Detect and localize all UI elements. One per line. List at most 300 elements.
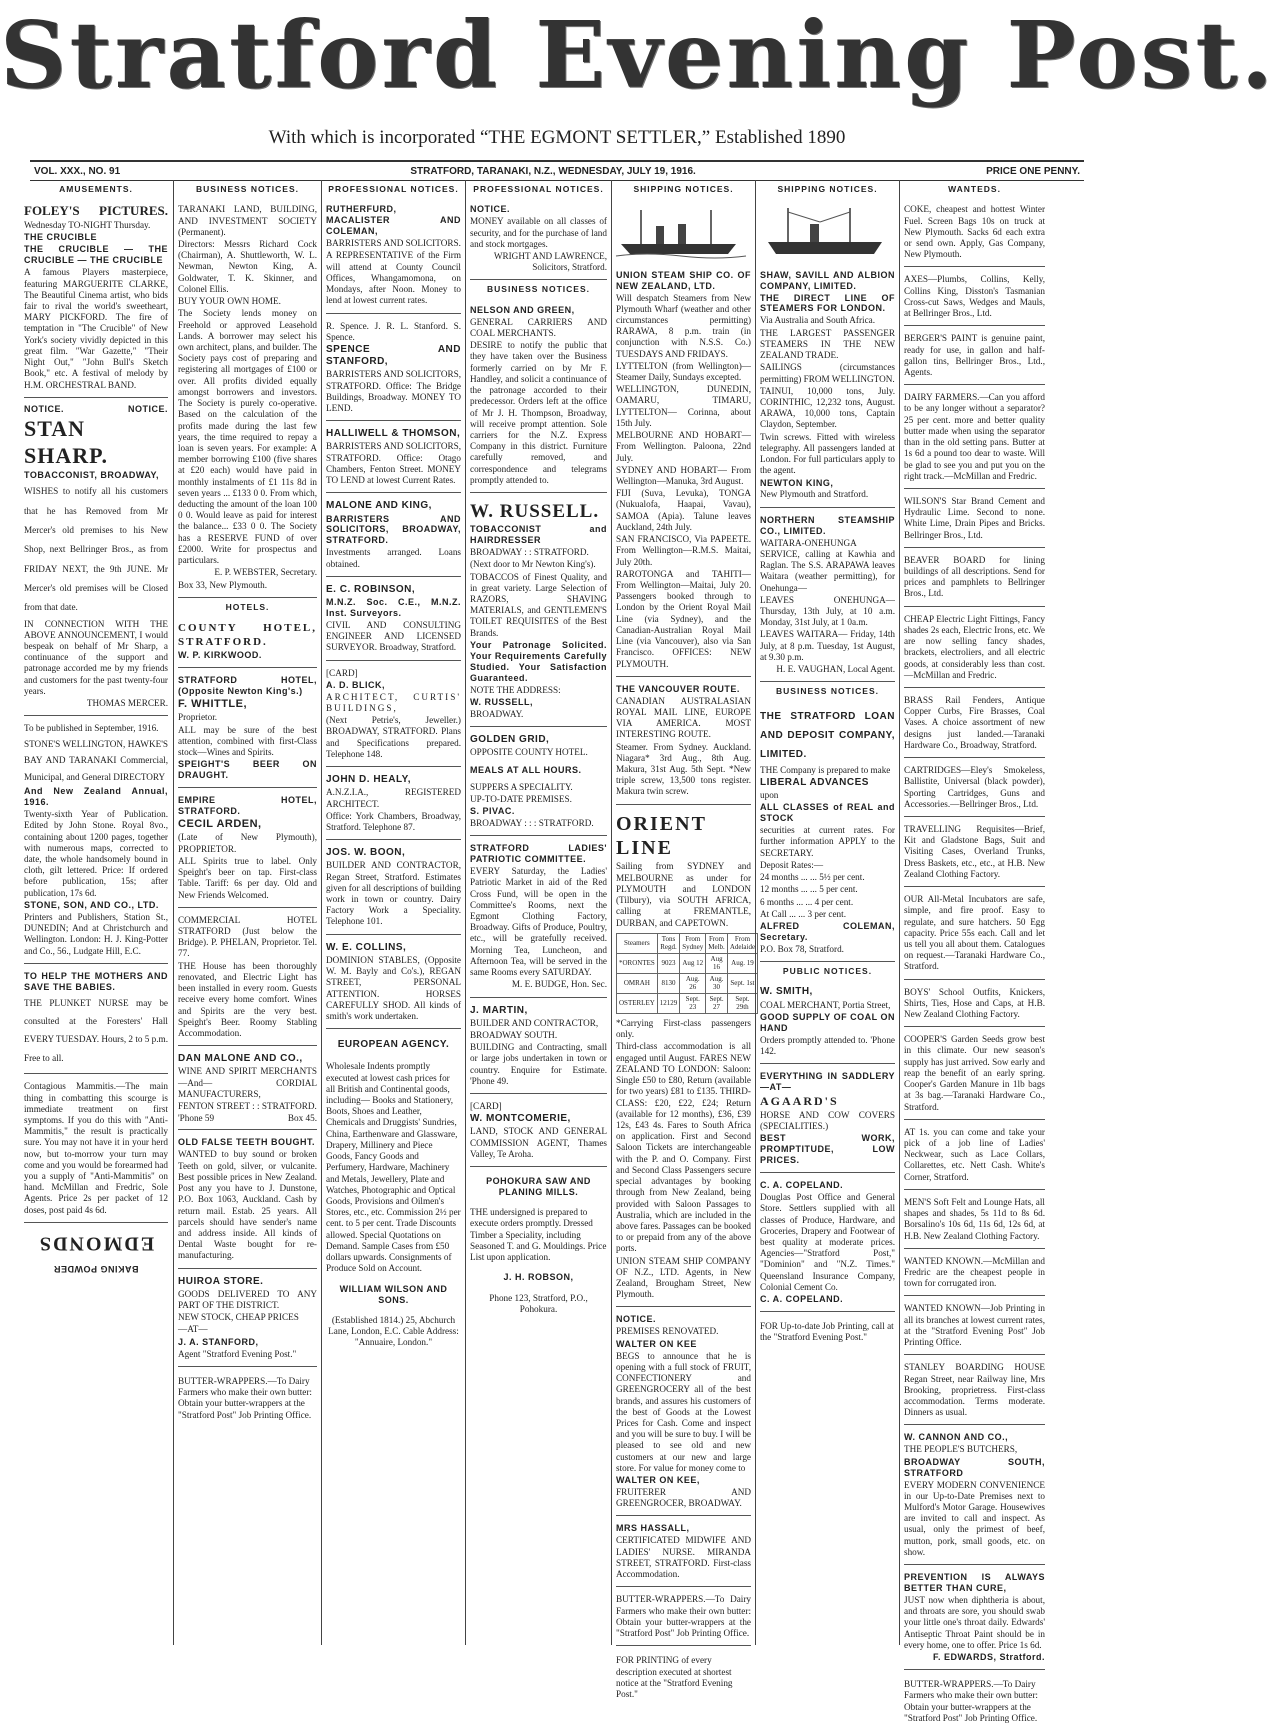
onehunga: LEAVES ONEHUNGA— Thursday, 13th July, at 10 a.m. Monday, 31st July, at 1 0a.m. — [760, 594, 895, 628]
european: EUROPEAN AGENCY. — [337, 1039, 450, 1051]
cannon-addr: BROADWAY SOUTH, STRATFORD — [904, 1456, 1045, 1478]
malone: DAN MALONE AND CO., — [178, 1053, 303, 1065]
russell: W. RUSSELL. — [470, 501, 600, 523]
ad-false-teeth — [178, 1133, 317, 1268]
ad-walter-on-kee — [616, 1310, 751, 1516]
spence-names: R. Spence. J. R. L. Stanford. S. Spence. — [326, 320, 461, 342]
notice: NOTICE. — [616, 1314, 657, 1325]
ad-foleys-pictures — [24, 200, 168, 397]
huiroa-new: NEW STOCK, CHEAP PRICES — [178, 1312, 299, 1323]
card-label: [CARD] — [470, 1101, 502, 1112]
ad-russell — [470, 496, 607, 727]
steamship-icon — [616, 204, 746, 258]
kirkwood: W. P. KIRKWOOD. — [178, 649, 262, 660]
vancouver: THE VANCOUVER ROUTE. — [616, 683, 740, 694]
rutherfurd-sub: BARRISTERS AND SOLICITORS. — [326, 238, 461, 249]
table-cell: Sept. 1st — [727, 973, 757, 993]
column-business-notices — [173, 180, 321, 1645]
ad-nelson-green — [470, 301, 607, 493]
wanted-item — [904, 761, 1045, 817]
ad-rutherfurd — [326, 200, 461, 313]
ad-empire-hotel — [178, 791, 317, 908]
ad-pohokura — [470, 1176, 607, 1315]
ad-w-smith — [760, 982, 895, 1064]
own-body: The Society lends money on Freehold or approved Leasehold Lands. A borrower may select his own architect, plans, and builder. The Society pays cost of preparing and registering all mortgages of £100 or over. All profits divided equally amongst borrowers and investors. The Society is purely co-operative. Based on the calculation of the profits made during the last few years, the time required to repay a loan is seven years. For example: A member borrowing £100 (five shares at £20 each) would have paid in monthly instalments of £1 11s 8d in seven years ... £133 0 0. From which, deducting the amount of the loan 100 0 0. Would leave as paid for interest the balance... £33 0 0. The Society has a RESERVE FUND of over £2000. Write for prospectus and particulars. — [178, 308, 317, 566]
edwards: F. EDWARDS, Stratford. — [932, 1652, 1045, 1663]
cannon: W. CANNON AND CO., — [904, 1432, 1009, 1443]
column-professional-notices-2 — [465, 180, 611, 1645]
stratford-hotel: STRATFORD HOTEL, (Opposite Newton King's.) — [178, 674, 317, 696]
prevention-body: JUST now when diphtheria is about, and throats are sore, you should swab your little one's throat daily. Edwards' Antiseptic Throat Paint should be in every home, one to offer. Price 1s 6d. — [904, 1594, 1045, 1650]
column-heading: WANTEDS. — [948, 184, 1001, 194]
table-cell: Sept. 23 — [680, 993, 706, 1013]
mercer-body: IN CONNECTION WITH THE ABOVE ANNOUNCEMENT, I would bespeak on behalf of Mr Sharp, a continuance of the support and patronage accorded me by my friends and customers for the past twenty-four years. — [24, 618, 168, 696]
golden-sub: OPPOSITE COUNTY HOTEL. — [470, 747, 588, 758]
kee-body: BEGS to announce that he is opening with a full stock of FRUIT, CONFECTIONERY and GREENGROCERY all of the best brands, and assures his customers of the best of Goods at the Lowest Prices for Cash. Come and inspect and you will be sure to buy. I will be pleased to see old and new customers at our new and large store. For value for money come to — [616, 1350, 751, 1473]
shaw-line: THE DIRECT LINE OF STEAMERS FOR LONDON. — [760, 292, 895, 314]
orient-agent: UNION STEAM SHIP COMPANY OF N.Z., LTD. Agents, in New Zealand, Brougham Street, New Plymouth. — [616, 1255, 751, 1300]
copeland-body: Douglas Post Office and General Store. Settlers supplied with all classes of Produce, Hardware, and Groceries, Drapery and Footwear of best quality at moderate prices. Agencies—"Stratford Post," "Dominion" and "N.Z. Times." Queensland Insurance Company, Colonial Cement Co. — [760, 1192, 895, 1292]
orient: ORIENT LINE — [616, 812, 707, 860]
ad-robinson — [326, 580, 461, 661]
suppers: SUPPERS A SPECIALITY. — [470, 781, 573, 792]
twin: Twin screws. Fitted with wireless telegraphy. All passengers landed at London. For full particulars apply to the agent. — [760, 431, 895, 476]
ad-healy — [326, 770, 461, 840]
blick-sub: ARCHITECT, CURTIS' BUILDINGS, — [326, 691, 461, 714]
table-cell: OSTERLEY — [617, 993, 658, 1013]
ad-european-agency — [326, 1039, 461, 1348]
pivac-addr: BROADWAY : : : STRATFORD. — [470, 817, 594, 828]
agaard: AGAARD'S — [760, 1094, 839, 1109]
table-row — [617, 973, 758, 993]
commercial-body: THE House has been thoroughly renovated, and Electric Light has been installed in every room. Guests receive every home comfort. Wines and Spirits are the very best. Speight's Beer. Roomy Stabling Accommodation. — [178, 960, 317, 1038]
ladies-body: EVERY Saturday, the Ladies' Patriotic Market in aid of the Red Cross Fund, will be open in the Committee's Rooms, next the Egmont Clothing Factory, Broadway. Gifts of Produce, Poultry, etc., will be gratefully received. Morning Tea, Luncheon, and Afternoon Tea, will be served in the same Rooms every SATURDAY. — [470, 866, 607, 978]
loan-body: THE Company is prepared to make — [760, 764, 891, 775]
mk-sub: BARRISTERS AND SOLICITORS, BROADWAY, STRATFORD. — [326, 513, 461, 546]
table-cell: Sept. 27 — [706, 993, 728, 1013]
ad-union-steam-ship — [616, 266, 751, 677]
orient-fares: Third-class accommodation is all engaged until August. FARES NEW ZEALAND TO LONDON: Saloon: Single £50 to £80, Return (available for two years) £81 to £135. THIRD-CLASS: £20, £22, £24; Return (available for 12 months), £36, £39 12s, £43 4s. Fares to South Africa on application. First and Second Saloon Tickets are interchangeable with the P. and O. Company. First and Second Class Passengers secure special advantages by booking through from New Zealand, being provided with Saloon Passages to Australia, which are included in the above fares. Passages can be booked to or prepaid from any of the above ports. — [616, 1041, 751, 1254]
wrappers: BUTTER-WRAPPERS.—To Dairy Farmers who make their own butter: Obtain your butter-wrappers at the "Stratford Post" Job Printing Office. — [616, 1594, 751, 1638]
wright: WRIGHT AND LAWRENCE, Solicitors, Stratford. — [493, 250, 607, 273]
whittle-sub: Proprietor. — [178, 712, 218, 723]
ad-hassall — [616, 1519, 751, 1587]
building-body: Directors: Messrs Richard Cock (Chairman), A. Shuttleworth, W. L. Newman, Newton King, A. Goldwater, T. K. Skinner, and Colonel Ellis. — [178, 239, 317, 294]
crucible-lines: THE CRUCIBLE — THE CRUCIBLE — THE CRUCIBLE — [24, 244, 168, 266]
table-cell: Aug 12 — [680, 953, 706, 973]
dep-row-3: 6 months ... ... 4 per cent. — [760, 896, 854, 907]
ad-collins — [326, 938, 461, 1030]
robson-addr: Phone 123, Stratford, P.O., Pohokura. — [489, 1292, 588, 1314]
wanted-item — [904, 610, 1045, 688]
table-header-cell: From Melb. — [706, 933, 728, 953]
dep-row-1: 24 months ... ... 5½ per cent. — [760, 872, 865, 883]
column-heading: PROFESSIONAL NOTICES. — [473, 184, 604, 194]
canadian: CANADIAN AUSTRALASIAN ROYAL MAIL LINE, EUROPE VIA AMERICA. MOST INTERESTING ROUTE. — [616, 695, 751, 740]
printing: FOR PRINTING of every description executed at shortest notice at the "Stratford Evening Post." — [616, 1655, 733, 1700]
ad-shaw-savill — [760, 266, 895, 508]
ad-edmonds-inverted — [24, 1231, 168, 1274]
wanted-item-text: BERGER'S PAINT is genuine paint, ready for use, in gallon and half-gallon tins, Bellringer Bros., Ltd., Agents. — [904, 333, 1045, 377]
wanted-item-text: COKE, cheapest and hottest Winter Fuel. Screen Bags 10s on truck at New Plymouth. Sacks 6d each extra or send own. Apply, Gas Company, New Plymouth. — [904, 204, 1045, 260]
wanted-item-text: BEAVER BOARD for lining buildings of all descriptions. Send for prices and pamphlets to Bellringer Bros., Ltd. — [904, 554, 1045, 599]
shaw-via: Via Australia and South Africa. — [760, 315, 876, 326]
wanted-item — [904, 1123, 1045, 1190]
halliwell-body: BARRISTERS AND SOLICITORS, STRATFORD. Office: Otago Chambers, Fenton Street. MONEY TO LEND at lowest Current Rates. — [326, 441, 461, 486]
orient-body: Sailing from SYDNEY and MELBOURNE as under for PLYMOUTH and LONDON (Tilbury), via SOUTH AFRICA, calling at FREMANTLE, DURBAN, and CAPETOWN. — [616, 861, 751, 928]
upon: upon — [760, 790, 779, 801]
wanted-item — [904, 983, 1045, 1028]
wanteds-list — [904, 200, 1045, 1425]
mk-body: Investments arranged. Loans obtained. — [326, 547, 461, 569]
pohokura: POHOKURA SAW AND PLANING MILLS. — [486, 1176, 591, 1198]
stan-sharp: STAN SHARP. — [24, 415, 109, 468]
deposit: Deposit Rates:— — [760, 859, 824, 870]
robinson: E. C. ROBINSON, — [326, 583, 416, 595]
wanted-item-text: AT 1s. you can come and take your pick of a job line of Ladies' Neckwear, such as Lace Collars, Collarettes, etc. Nett Cash. White's Corner, Stratford. — [904, 1126, 1045, 1182]
ad-stratford-hotel — [178, 671, 317, 788]
commercial: COMMERCIAL HOTEL STRATFORD (Just below the Bridge). P. PHELAN, Proprietor. Tel. 77. — [178, 914, 317, 959]
russell-sig: W. RUSSELL, — [470, 696, 534, 707]
wanted-item-text: OUR All-Metal Incubators are safe, simple, and fire proof. Easy to regulate, and sure hatchers. 50 Egg capacity. Price 55s each. Call and let us tell you all about them. Catalogues on request.—Taranaki Hardware Co., Stratford. — [904, 894, 1045, 972]
hotels-heading: HOTELS. — [225, 601, 270, 612]
card-label: [CARD] — [326, 667, 358, 678]
plunket-body: THE PLUNKET NURSE may be consulted at the Foresters' Hall EVERY TUESDAY. Hours, 2 to 5 p.m. Free to all. — [24, 997, 168, 1063]
speight: SPEIGHT'S BEER ON DRAUGHT. — [178, 759, 317, 781]
liberal: LIBERAL ADVANCES — [760, 776, 869, 788]
healy-sub: A.N.Z.I.A., REGISTERED ARCHITECT. — [326, 787, 461, 809]
plunket-head: TO HELP THE MOTHERS AND SAVE THE BABIES. — [24, 970, 168, 992]
rarotonga: RAROTONGA and TAHITI— From Wellington—Maitai, July 20. Passengers booked through to London by the Orient Royal Mail Line (via Sydney), and the Canadian-Australian Royal Mail Line (via Vancouver), also via San Francisco. OFFICES: NEW PLYMOUTH. — [616, 568, 751, 669]
budge: M. E. BUDGE, Hon. Sec. — [511, 979, 607, 990]
huiroa-body: GOODS DELIVERED TO ANY PART OF THE DISTRICT. — [178, 1288, 317, 1310]
montcomerie: W. MONTCOMERIE, — [470, 1113, 571, 1125]
spence-body: BARRISTERS AND SOLICITORS, STRATFORD. Office: The Bridge Buildings, Broadway. MONEY TO LEND. — [326, 369, 461, 414]
ad-golden-grid — [470, 730, 607, 836]
wise-title: STONE'S WELLINGTON, HAWKE'S BAY AND TARANAKI Commercial, Municipal, and General DIRECTORY — [24, 738, 168, 782]
northern: NORTHERN STEAMSHIP CO., LIMITED. — [760, 514, 895, 536]
healy-body: Office: York Chambers, Broadway, Stratford. Telephone 87. — [326, 810, 461, 832]
russell-body: TOBACCOS of Finest Quality, and in great variety. Large Selection of RAZORS, SHAVING MATERIALS, and GENTLEMEN'S TOILET REQUISITES of the Best Brands. — [470, 571, 607, 638]
wise-pub: To be published in September, 1916. — [24, 723, 159, 734]
table-row — [617, 993, 758, 1013]
rutherfurd: RUTHERFURD, MACALISTER AND COLEMAN, — [326, 204, 461, 237]
whittle: F. WHITTLE, — [178, 697, 248, 710]
wanted-item — [904, 551, 1045, 607]
sailings-body: TAINUI, 10,000 tons, July. CORINTHIC, 12,232 tons, August. ARAWA, 10,000 tons, Captain Claydon, September. — [760, 385, 895, 430]
wanted-item-text: STANLEY BOARDING HOUSE Regan Street, near Railway line, Mrs Brooking, proprietress. First-class accommodation. Terms moderate. Dinners as usual. — [904, 1362, 1045, 1418]
wanted-item — [904, 270, 1045, 326]
notice-right: NOTICE. — [127, 403, 168, 414]
spence: SPENCE AND STANFORD, — [326, 344, 461, 368]
boon: JOS. W. BOON, — [326, 847, 406, 859]
wilson: WILLIAM WILSON AND SONS. — [339, 1283, 448, 1305]
fenton: FENTON STREET : : STRATFORD. — [178, 1101, 317, 1111]
own-home: BUY YOUR OWN HOME. — [178, 296, 281, 307]
wise-nz: And New Zealand Annual, 1916. — [24, 786, 168, 808]
melbourne: MELBOURNE AND HOBART—From Wellington. Paloona, 22nd July. — [616, 430, 751, 463]
ad-notice — [24, 401, 168, 717]
column-wanteds — [899, 180, 1049, 1723]
arden-body: ALL Spirits true to label. Only Speight's beer on tap. First-class Table. Tariff: 6s per day. Old and New Friends Welcomed. — [178, 855, 317, 900]
sanfran: SAN FRANCISCO, Via PAPEETE. From Wellington—R.M.S. Maitai, July 20th. — [616, 534, 751, 567]
table-cell: Aug 16 — [706, 953, 728, 973]
wanted-item-text: WANTED KNOWN—Job Printing in all its branches at lowest current rates, at the "Stratford Evening Post" Job Printing Office. — [904, 1303, 1045, 1348]
whittle-body: ALL may be sure of the best attention, combined with first-Class stock—Wines and Spirits. — [178, 724, 317, 757]
cannon-body: EVERY MODERN CONVENIENCE in our Up-to-Date Premises next to Mulford's Motor Garage. Housewives are invited to call and inspect. As usual, only the primest of beef, mutton, pork, small goods, etc. on show. — [904, 1479, 1045, 1557]
column-amusements — [20, 180, 172, 1645]
ad-mammitis — [24, 1077, 168, 1223]
phone-59: 'Phone 59 — [178, 1113, 215, 1124]
ad-copeland — [760, 1176, 895, 1312]
stanford-agent: Agent "Stratford Evening Post." — [178, 1348, 297, 1359]
table-header-cell: Tons Regd. — [657, 933, 680, 953]
ad-dan-malone — [178, 1049, 317, 1130]
meals: MEALS AT ALL HOURS. — [470, 764, 582, 775]
northern-body: WAITARA-ONEHUNGA SERVICE, calling at Kawhia and Raglan. The S.S. ARAPAWA leaves Waitara (weather permitting), for Onehunga— — [760, 537, 895, 593]
wilson-body: (Established 1814.) 25, Abchurch Lane, London, E.C. Cable Address: "Annuaire, London." — [328, 1314, 459, 1348]
wanted-item — [904, 200, 1045, 267]
ad-butter-wrappers — [178, 1376, 317, 1421]
wanted-item-text: WILSON'S Star Brand Cement and Hydraulic Lime. Second to none. White Lime, Drain Pipes and Bricks. Bellringer Bros., Ltd. — [904, 495, 1045, 540]
table-cell: 8130 — [657, 973, 680, 993]
agaard-body: HORSE AND COW COVERS (SPECIALITIES.) — [760, 1109, 895, 1132]
wanted-item — [904, 820, 1045, 887]
wanted-item-text: WANTED KNOWN.—McMillan and Fredric are the cheapest people in town for corrugated iron. — [904, 1255, 1045, 1289]
classes: ALL CLASSES of REAL and STOCK — [760, 802, 895, 824]
halliwell: HALLIWELL & THOMSON, — [326, 428, 461, 440]
malone-king: MALONE AND KING, — [326, 500, 432, 512]
stanford: J. A. STANFORD, — [178, 1336, 259, 1347]
column-heading: PROFESSIONAL NOTICES. — [328, 184, 459, 194]
column-heading: AMUSEMENTS. — [59, 184, 133, 194]
wanted-item — [904, 1193, 1045, 1249]
arden: CECIL ARDEN, — [178, 818, 262, 831]
healy: JOHN D. HEALY, — [326, 774, 411, 786]
huiroa: HUIROA STORE. — [178, 1275, 264, 1287]
steamship-icon — [760, 204, 890, 258]
premises: UP-TO-DATE PREMISES. — [470, 793, 572, 804]
malone-sub: WINE AND SPIRIT MERCHANTS —And— CORDIAL MANUFACTURERS, — [178, 1066, 317, 1099]
nelson-sub: GENERAL CARRIERS AND COAL MERCHANTS. — [470, 316, 607, 338]
kee: WALTER ON KEE — [616, 1338, 697, 1349]
wanted-item-text: BOYS' School Outfits, Knickers, Shirts, Ties, Hose and Caps, at H.B. New Zealand Clothing Factory. — [904, 986, 1045, 1020]
wrappers: BUTTER-WRAPPERS.—To Dairy Farmers who make their own butter: Obtain your butter-wrappers at the "Stratford Post" Job Printing Office. — [178, 1376, 312, 1420]
martin-body: BUILDING and Contracting, small or large jobs undertaken in town or country. Enquire for Estimate. 'Phone 49. — [470, 1042, 607, 1086]
ad-orient-line — [616, 808, 756, 1308]
newton-sub: New Plymouth and Stratford. — [760, 489, 869, 500]
ad-spence-stanford — [326, 317, 461, 422]
building-title: TARANAKI LAND, BUILDING, AND INVESTMENT SOCIETY (Permanent). — [178, 204, 317, 237]
notice: NOTICE. — [470, 204, 511, 215]
ad-building-society — [178, 200, 317, 597]
workmanship: BEST WORK, PROMPTITUDE, LOW PRICES. — [760, 1133, 895, 1166]
wanted-item-text: MEN'S Soft Felt and Lounge Hats, all shapes and shades, 5s 11d to 8s 6d. Borsalino's 10s 6d, 11s 6d, 12s 6d, at H.B. New Zealand Clothing Factory. — [904, 1196, 1045, 1241]
ad-loan-deposit — [760, 703, 895, 962]
renovated: PREMISES RENOVATED. — [616, 1326, 719, 1337]
printing: FOR Up-to-date Job Printing, call at the "Stratford Evening Post." — [760, 1321, 894, 1343]
wanted-item-text: CHEAP Electric Light Fittings, Fancy shades 2s each, Electric Irons, etc. We are now selling fancy shades, brackets, electroliers, and all electric goods, at considerably less than cost.—McMillan and Fredric. — [904, 613, 1045, 680]
cannon-sub: THE PEOPLE'S BUTCHERS, — [904, 1444, 1018, 1455]
russell-note: NOTE THE ADDRESS: — [470, 684, 561, 695]
ad-plunket — [24, 967, 168, 1075]
stone-addr: Printers and Publishers, Station St., DUNEDIN; And at Christchurch and Wellington. London: H. J. King-Potter and Co., 56., Ludgate Hill, E.C. — [24, 911, 168, 956]
russell-next: (Next door to Mr Newton King's). — [470, 559, 596, 570]
boon-body: BUILDER AND CONTRACTOR, Regan Street, Stratford. Estimates given for all descriptions of building work in town or country. Dairy Factory Work a Speciality. Telephone 101. — [326, 860, 461, 927]
column-heading: SHIPPING NOTICES. — [777, 184, 878, 194]
wanted-item — [904, 492, 1045, 548]
russell-sub: TOBACCONIST and HAIRDRESSER — [470, 524, 607, 546]
carrying: *Carrying First-class passengers only. — [616, 1018, 751, 1040]
kee-sub: FRUITERER AND GREENGROCER, BROADWAY. — [616, 1487, 751, 1509]
collins: W. E. COLLINS, — [326, 941, 407, 953]
teeth-body: WANTED to buy sound or broken Teeth on gold, silver, or vulcanite. Best possible prices in New Zealand. Post any you have to J. Dunstone, P.O. Box 1063, Auckland. Cash by return mail. Estab. 25 years. All parcels should have sender's name and address inside. All kinds of Dental Waste bought for re-manufacturing. — [178, 1149, 317, 1261]
notice-left: NOTICE. — [24, 403, 65, 414]
wrappers: BUTTER-WRAPPERS.—To Dairy Farmers who make their own butter: Obtain your butter-wrappers at the "Stratford Post" Job Printing Office. — [904, 1679, 1038, 1723]
table-header-cell: From Sydney — [680, 933, 706, 953]
golden: GOLDEN GRID, — [470, 734, 550, 746]
wanted-item — [904, 1358, 1045, 1425]
dep-row-2: 12 months ... ... 5 per cent. — [760, 884, 858, 895]
table-cell: *ORONTES — [617, 953, 658, 973]
pohokura-body: THE undersigned is prepared to execute orders promptly. Dressed Timber a Speciality, including Seasoned T. and G. Mouldings. Price List upon application. — [470, 1207, 607, 1263]
webster: E. P. WEBSTER, Secretary. — [214, 567, 317, 578]
waitara: LEAVES WAITARA— Friday, 14th July, at 8 p.m. Tuesday, 1st August, at 9.30 p.m. — [760, 629, 895, 662]
volume-number: VOL. XXX., NO. 91 — [34, 165, 121, 177]
stan-sub: TOBACCONIST, BROADWAY, — [24, 470, 160, 481]
largest: THE LARGEST PASSENGER STEAMERS IN THE NEW ZEALAND TRADE. — [760, 327, 895, 361]
ad-montcomerie — [470, 1097, 607, 1167]
alfred: ALFRED COLEMAN, Secretary. — [760, 920, 895, 942]
foleys-left: FOLEY'S — [24, 203, 80, 219]
ad-agaard — [760, 1067, 895, 1173]
wanted-item — [904, 1030, 1045, 1120]
copeland: C. A. COPELAND. — [760, 1180, 844, 1191]
copeland-2: C. A. COPELAND. — [760, 1294, 844, 1305]
usco-body: Will despatch Steamers from New Plymouth Wharf (weather and other circumstances permitting) RARAWA, 8 p.m. train (in conjunction with N.S.S. Co.) TUESDAYS AND FRIDAYS. — [616, 292, 751, 359]
wanted-item-text: COOPER'S Garden Seeds grow best in this climate. Our new season's supply has just arrived. Sow early and reap the benefit of an early spring. Cooper's Garden Manure in 1lb bags at 3s bag.—Taranaki Hardware Co., Stratford. — [904, 1034, 1045, 1112]
wanted-item — [904, 1252, 1045, 1297]
column-heading: SHIPPING NOTICES. — [633, 184, 734, 194]
hassall: MRS HASSALL, — [616, 1523, 690, 1534]
ad-northern-steamship — [760, 511, 895, 683]
wanted-item-text: DAIRY FARMERS.—Can you afford to be any longer without a separator? 25 per cent. more and better quality butter made when using the separator than in the old setting pans. Butter at 1s 6d a pound too dear to waste. Will be glad to see you and put you on the right track.—McMillan and Fredric. — [904, 392, 1045, 481]
foleys-body: A famous Players masterpiece, featuring MARGUERITE CLARKE, The Beautiful Cinema artist, who bids fair to rival the world's sweetheart, MARY PICKFORD. The fire of temptation in "The Crucible" of New York's society vividly depicted in this great film. "War Gazette," "Their Night Out," "John Bull's Sketch Book," etc. A festival of melody by H.M. ORCHESTRAL BAND. — [24, 267, 168, 390]
martin-sub: BUILDER AND CONTRACTOR, — [470, 1017, 599, 1028]
box-45: Box 45. — [287, 1113, 317, 1124]
huiroa-at: —AT— — [178, 1324, 208, 1335]
column-heading: BUSINESS NOTICES. — [196, 184, 299, 194]
table-cell: OMRAH — [617, 973, 658, 993]
table-header-cell: Steamers — [617, 933, 658, 953]
rutherfurd-body: A REPRESENTATIVE of the Firm will attend at County Council Offices, Whangamomona, on Mondays, after Noon. Money to lend at lowest current rates. — [326, 250, 461, 306]
russell-slogan: Your Patronage Solicited. Your Requirements Carefully Studied. Your Satisfaction Guaranteed. — [470, 639, 607, 683]
prevention: PREVENTION IS ALWAYS BETTER THAN CURE, — [904, 1572, 1045, 1594]
price: PRICE ONE PENNY. — [986, 165, 1080, 177]
vaughan: H. E. VAUGHAN, Local Agent. — [776, 664, 895, 675]
wellington: WELLINGTON, DUNEDIN, OAMARU, TIMARU, LYTTELTON— Corinna, about 15th July. — [616, 384, 751, 428]
ad-money-available — [470, 200, 607, 280]
table-header-cell: From Adelaide — [727, 933, 757, 953]
wanted-item-text: BRASS Rail Fenders, Antique Copper Curbs, Fire Brasses, Coal Vases. A choice assortment of new designs just landed.—Taranaki Hardware Co., Broadway, Stratford. — [904, 695, 1045, 750]
edmonds-sub: BAKING POWDER — [53, 1264, 139, 1275]
wanted-item-text: TRAVELLING Requisites—Brief, Kit and Gladstone Bags, Suit and Visiting Cases, Overland Trunks, Dress Baskets, etc., etc., at H.B. New Zealand Clothing Factory. — [904, 823, 1045, 879]
foleys-days: Wednesday TO-NIGHT Thursday. — [24, 220, 151, 231]
ad-cannon-butchers — [904, 1428, 1045, 1565]
fiji: FIJI (Suva, Levuka), TONGA (Nukualofa, Haapai, Vavau), SAMOA (Apia). Talune leaves Auckland, 24th July. — [616, 488, 751, 532]
loan: THE STRATFORD LOAN AND DEPOSIT COMPANY, LIMITED. — [760, 710, 895, 760]
newton: NEWTON KING, — [760, 477, 834, 488]
column-professional-notices-1 — [321, 180, 465, 1645]
ad-directory — [24, 719, 168, 963]
smith: W. SMITH, — [760, 986, 813, 998]
dep-row-4: At Call ... ... 3 per cent. — [760, 908, 846, 919]
ad-printing — [616, 1655, 751, 1700]
wise-body: Twenty-sixth Year of Publication. Edited by John Stone. Royal 8vo., containing about 1200 pages, together with numerous maps, corrected to date, the whole handsomely bound in cloth, gilt lettered. Price: If ordered before publication, 15s; after publication, 17s 6d. — [24, 809, 168, 898]
ad-boon — [326, 843, 461, 935]
notice-body: MONEY available on all classes of security, and for the purchase of land and stock mortgages. — [470, 216, 607, 249]
table-cell: 9023 — [657, 953, 680, 973]
pivac: S. PIVAC. — [470, 805, 515, 816]
robinson-body: CIVIL AND CONSULTING ENGINEER AND LICENSED SURVEYOR. Broadway, Stratford. — [326, 619, 461, 653]
table-cell: Aug. 19 — [727, 953, 757, 973]
wanted-item — [904, 1299, 1045, 1355]
wanted-item — [904, 691, 1045, 758]
ad-prevention — [904, 1568, 1045, 1670]
ad-ladies-patriotic — [470, 839, 607, 997]
russell-bway: BROADWAY. — [470, 708, 524, 719]
nelson: NELSON AND GREEN, — [470, 304, 575, 315]
ad-martin — [470, 1001, 607, 1095]
blick-body: (Next Petrie's, Jeweller.) BROADWAY, STRATFORD. Plans and Specifications prepared. Telephone 148. — [326, 715, 461, 759]
robson: J. H. ROBSON, — [503, 1272, 574, 1283]
wanted-item — [904, 388, 1045, 489]
stone-co: STONE, SON, AND CO., LTD. — [24, 899, 159, 910]
ladies: STRATFORD LADIES' PATRIOTIC COMMITTEE. — [470, 843, 607, 865]
ad-huiroa-store — [178, 1272, 317, 1367]
newspaper-subtitle: With which is incorporated “THE EGMONT SETTLER,” Established 1890 — [268, 127, 846, 148]
martin-addr: BROADWAY SOUTH. — [470, 1029, 558, 1040]
table-cell: Aug. 30 — [706, 973, 728, 993]
table-row — [617, 953, 758, 973]
blick: A. D. BLICK, — [326, 679, 385, 690]
ad-halliwell — [326, 424, 461, 493]
coal: GOOD SUPPLY OF COAL ON HAND — [760, 1011, 895, 1033]
ad-butter-wrappers — [904, 1679, 1045, 1724]
table-cell: Sept. 29th — [727, 993, 757, 1013]
wanted-item-text: AXES—Plumbs, Collins, Kelly, Collins King, Disston's Tasmanian Cross-cut Saws, Wedges and Mauls, at Bellringer Bros., Ltd. — [904, 274, 1045, 319]
wanted-item — [904, 329, 1045, 385]
canadian-sched: Steamer. From Sydney. Auckland. Niagara* 3rd Aug., 8th Aug. Makura, 31st Aug. 5th Sept. *New triple screw, 13,500 tons register. Makura twin screw. — [616, 741, 751, 797]
box: Box 33, New Plymouth. — [178, 579, 268, 590]
foleys-right: PICTURES. — [99, 203, 168, 219]
pobox: P.O. Box 78, Stratford. — [760, 943, 844, 954]
dateline — [30, 160, 1084, 181]
ad-county-hotel — [178, 618, 317, 668]
wanted-item-text: CARTRIDGES—Eley's Smokeless, Ballistite, Universal (black powder), Sporting Cartridges, Guns and Accessories.—Bellringer Bros., Ltd. — [904, 765, 1045, 809]
wanted-item — [904, 890, 1045, 980]
column-shipping-2 — [755, 180, 899, 1645]
russell-addr: BROADWAY : : STRATFORD. — [470, 547, 589, 558]
crucible-title: THE CRUCIBLE — [24, 232, 97, 243]
hassall-body: CERTIFICATED MIDWIFE AND LADIES' NURSE. MIRANDA STREET, STRATFORD. First-class Accommodation. — [616, 1535, 751, 1580]
public-heading: PUBLIC NOTICES. — [782, 966, 873, 977]
mammitis-body: Contagious Mammitis.—The main thing in combatting this scourge is immediate treatment on first symptoms. If you do this with "Anti-Mammitis," the result is practically sure. You may not have it in your herd now, but to-morrow your turn may come and you would be forearmed had you a supply of "Anti-Mammitis" on hand. McMillan and Fredric, Sole Agents. Price 2s per packet of 12 doses, post paid 4s 6d. — [24, 1081, 168, 1215]
kee-sig: WALTER ON KEE, — [616, 1475, 700, 1486]
ad-blick — [326, 664, 461, 768]
business-heading: BUSINESS NOTICES. — [776, 686, 879, 697]
sailings: SAILINGS (circumstances permitting) FROM WELLINGTON. — [760, 362, 895, 384]
